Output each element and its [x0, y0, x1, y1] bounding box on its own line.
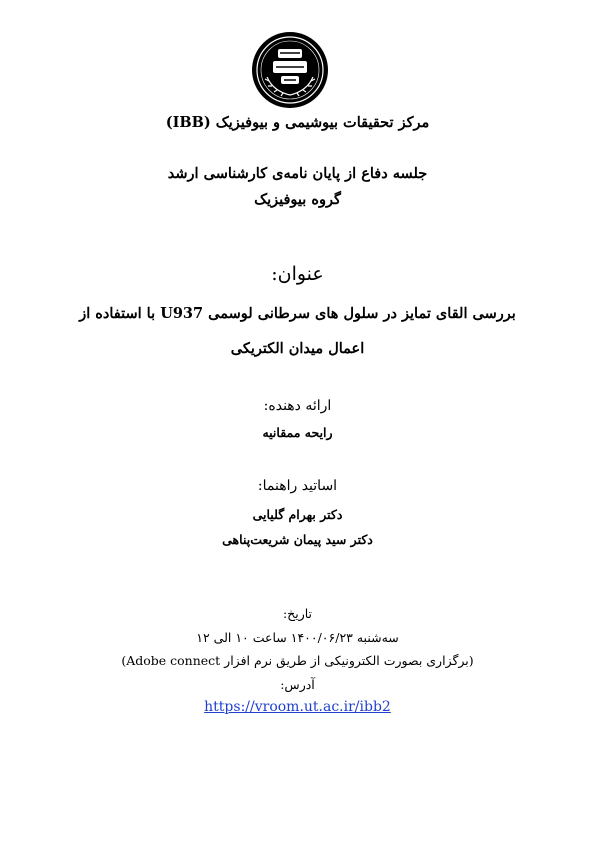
presenter-label: ارائه دهنده:: [263, 398, 332, 414]
platform-note: (برگزاری بصورت الکترونیکی از طریق نرم افزار Adobe connect): [121, 653, 474, 668]
date-label: تاریخ:: [282, 606, 313, 621]
university-logo: [251, 31, 329, 109]
supervisor-name-2: دکتر سید پیمان شریعت‌پناهی: [222, 532, 373, 547]
defense-session-line: جلسه دفاع از پایان نامه‌ی کارشناسی ارشد: [167, 165, 428, 182]
presenter-name: رایحه ممقانیه: [262, 425, 333, 440]
thesis-title-line-1: بررسی القای تمایز در سلول های سرطانی لوسمی U937 با استفاده از: [79, 305, 516, 322]
institute-name: مرکز تحقیقات بیوشیمی و بیوفیزیک (IBB): [165, 114, 430, 131]
address-label: آدرس:: [280, 677, 315, 692]
thesis-title-line-2: اعمال میدان الکتریکی: [230, 340, 365, 357]
date-value: سه‌شنبه ۱۴۰۰/۰۶/۲۳ ساعت ۱۰ الی ۱۲: [196, 630, 399, 645]
department-name: گروه بیوفیزیک: [254, 191, 341, 208]
supervisor-name-1: دکتر بهرام گلیایی: [252, 507, 343, 522]
title-label: عنوان:: [271, 263, 324, 285]
address-link[interactable]: https://vroom.ut.ac.ir/ibb2: [204, 699, 391, 715]
supervisors-label: اساتید راهنما:: [257, 478, 338, 494]
